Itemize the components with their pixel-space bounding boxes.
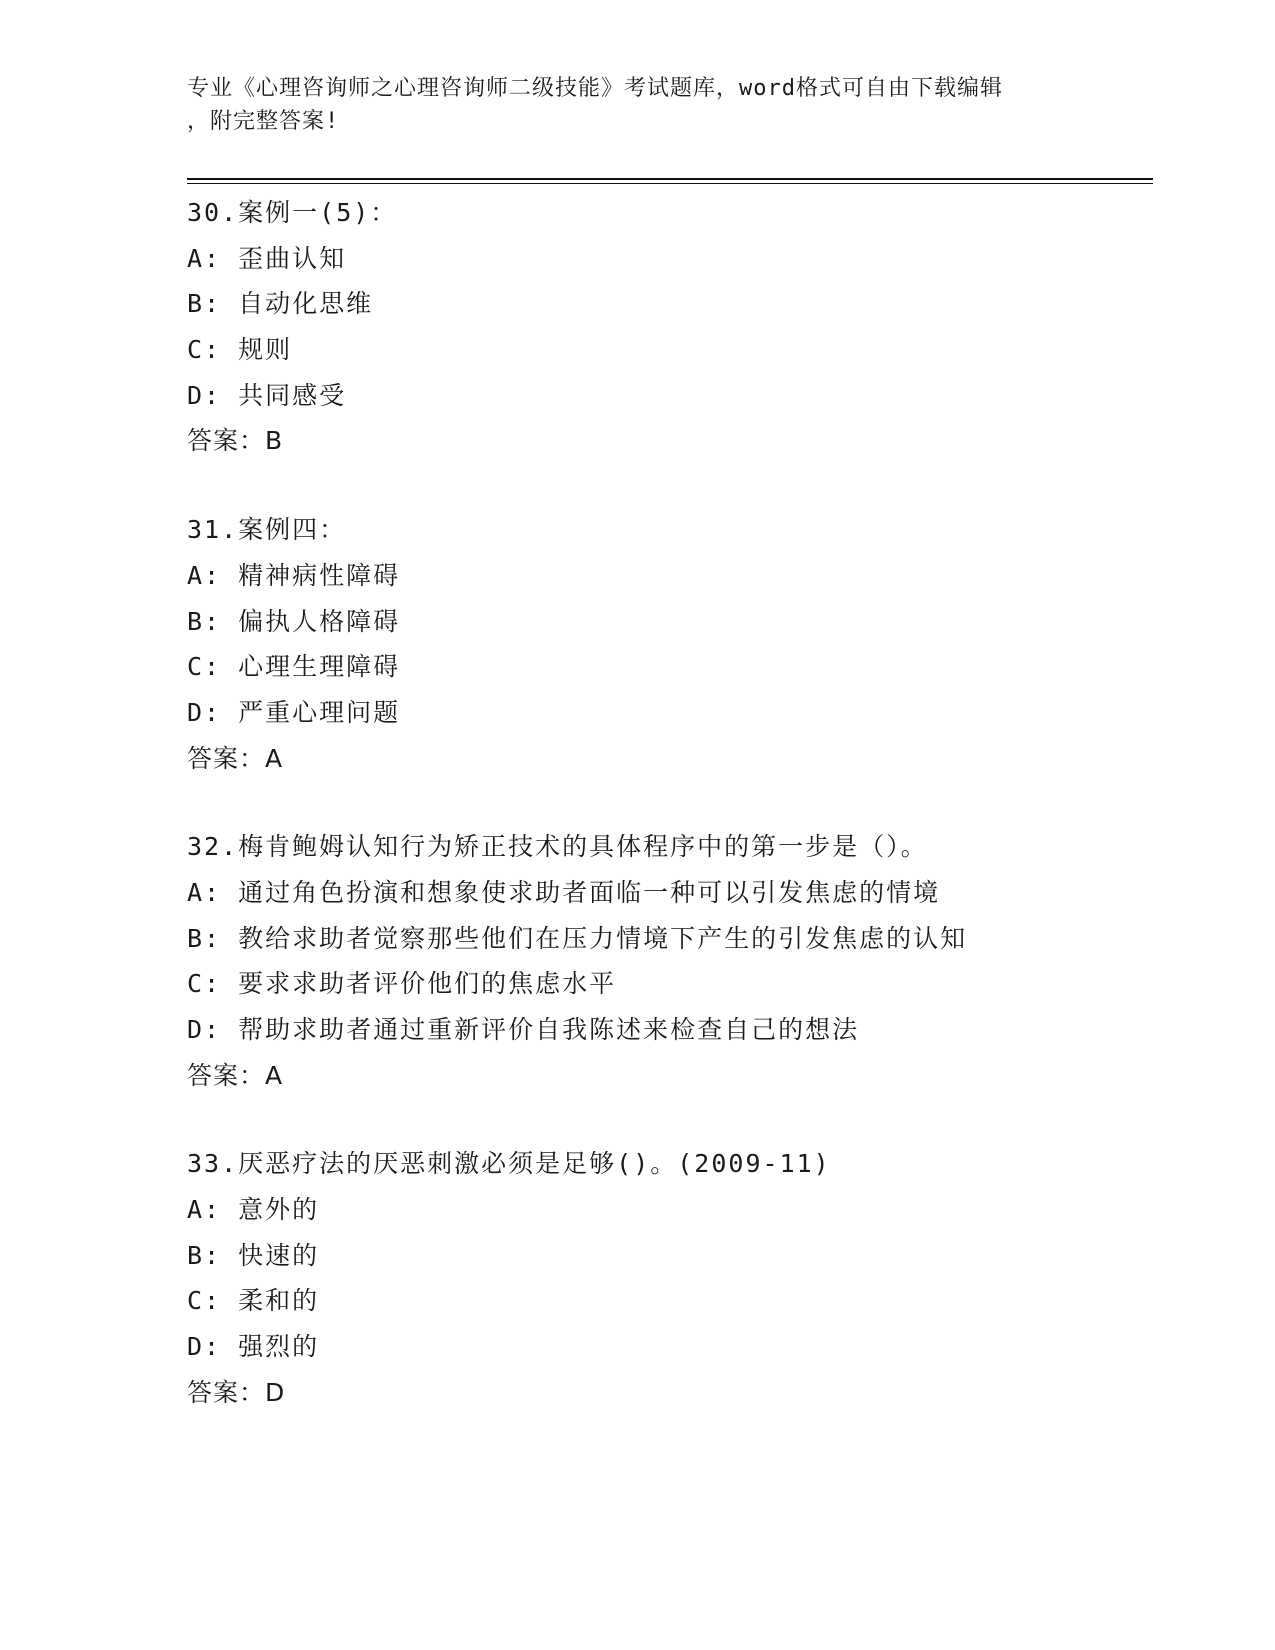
option-c: C: 心理生理障碍 [187, 652, 401, 682]
option-d: D: 严重心理问题 [187, 697, 401, 727]
option-b: B: 快速的 [187, 1240, 320, 1270]
answer-key: 答案：B [187, 426, 284, 456]
header-divider-thick [187, 178, 1153, 180]
option-c: C: 要求求助者评价他们的焦虑水平 [187, 969, 617, 999]
option-b: B: 教给求助者觉察那些他们在压力情境下产生的引发焦虑的认知 [187, 923, 968, 953]
answer-key: 答案：A [187, 743, 284, 773]
option-b: B: 偏执人格障碍 [187, 606, 401, 636]
document-header [187, 72, 1087, 138]
question-stem: 33.厌恶疗法的厌恶刺激必须是足够()。(2009-11) [187, 1149, 831, 1179]
option-a: A: 歪曲认知 [187, 243, 347, 273]
question-stem: 30.案例一(5)： [187, 198, 398, 227]
option-d: D: 强烈的 [187, 1332, 320, 1362]
option-d: D: 帮助求助者通过重新评价自我陈述来检查自己的想法 [187, 1015, 860, 1044]
question-stem: 32.梅肯鲍姆认知行为矫正技术的具体程序中的第一步是（）。 [187, 832, 928, 862]
question-31 [187, 507, 1147, 781]
option-d: D: 共同感受 [187, 380, 347, 410]
header-line-1: 专业《心理咨询师之心理咨询师二级技能》考试题库，word格式可自由下载编辑 [187, 76, 1003, 101]
answer-key: 答案：A [187, 1060, 284, 1090]
question-33 [187, 1141, 1147, 1415]
option-c: C: 柔和的 [187, 1286, 320, 1316]
question-list [187, 190, 1147, 1459]
option-a: A: 意外的 [187, 1195, 320, 1225]
option-a: A: 通过角色扮演和想象使求助者面临一种可以引发焦虑的情境 [187, 877, 941, 907]
answer-key: 答案：D [187, 1377, 286, 1407]
option-c: C: 规则 [187, 335, 293, 365]
option-a: A: 精神病性障碍 [187, 560, 401, 590]
question-30 [187, 190, 1147, 464]
question-32 [187, 824, 1147, 1098]
option-b: B: 自动化思维 [187, 289, 374, 319]
header-line-2: ，附完整答案! [187, 109, 340, 134]
header-divider-thin [187, 183, 1153, 184]
question-stem: 31.案例四： [187, 515, 347, 545]
